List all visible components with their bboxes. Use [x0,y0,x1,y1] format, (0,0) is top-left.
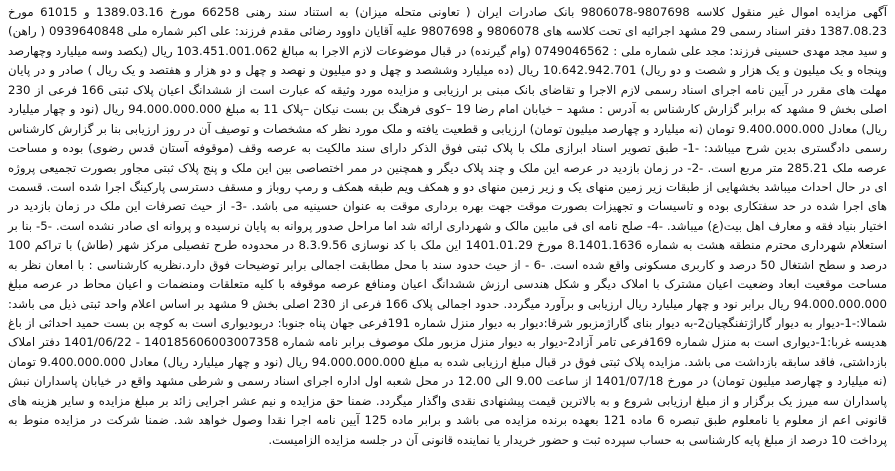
auction-notice-text: آگهی مزایده اموال غیر منقول کلاسه 9807698-9806078 بانک صادرات ایران ( تعاونی متحله میزان) به استناد سند رهنی 66258 مورخ 1389.03.16 و 61015 مورخ 1387.08.23 دفتر اسناد رسمی 29 مشهد اجرائیه ای تحت کلاسه های 9806078 و 9807698 علیه آقایان داوود رضائی مقدم فرزند: علی اکبر شماره ملی 0939640848 ( راهن) و سید مجد مهدی حسینی فرزند: مجد علی شماره ملی : 0749046562 (وام گیرنده) در قبال موضوعات لازم الاجرا به مبالغ 103.451.001.062 ریال (یکصد وسه میلیارد وچهارصد وپنجاه و یک میلیون و یک هزار و شصت و دو ریال) 10.642.942.701 ریال (ده میلیارد وششصد و چهل و دو میلیون و نهصد و چهل و دو هزار و هفتصد و یک ریال ) صادر و در پایان مهلت های مقرر در آیین نامه اجرای اسناد رسمی لازم الاجرا و تقاضای بانک مبنی بر ارزیابی و مزایده مورد وثیقه که عبارت است از ششدانگ اعیان پلاک ثبتی 166 فرعی از 230 اصلی بخش 9 مشهد که برابر گزارش کارشناس به آدرس : مشهد – خیابان امام رضا 19 –کوی فرهنگ بن بست نیکان –پلاک 11 به مبلغ 94.000.000.000 ریال (نود و چهار میلیارد ریال) معادل 9.400.000.000 تومان (نه میلیارد و چهارصد میلیون تومان) ارزیابی و قطعیت یافته و ملک مورد نظر که مشخصات و توصیف آن در روز ارزیابی بنا بر گزارش کارشناس رسمی دادگستری بدین شرح میباشد: -1- طبق تصویر اسناد ابرازی ملک با پلاک ثبتی فوق الذکر دارای سند مالکیت به عرصه وقف (موقوفه آستان قدس رضوی) بوده و مساحت عرصه ملک 285.21 متر مربع است. -2- در زمان بازدید در عرصه این ملک و چند پلاک دیگر و همچنین در ممر اختصاصی بین این ملک و پنج پلاک ثبتی مجاور بصورت تجمیعی پروژه ای در حال احداث میباشد بخشهایی از طبقات زیر زمین منهای یک و زیر زمین منهای دو و همکف ویم طبقه همکف و رمپ روباز و مسقف دسترسی پارکینگ اجرا شده است. قسمت های اجرا شده در حد سفتکاری بوده و تاسیسات و تجهیزات بصورت موقت جهت بهره برداری موقت به عنوان حسینیه می باشد. -3- از حیث تصرفات این ملک در زمان بازدید در اختیار بنیاد فقه و معارف اهل بیت(ع) میباشد. -4- صلح نامه ای فی مابین مالک و شهرداری ارائه شد اما مراحل صدور پروانه به پایان نرسیده و پروانه ای صادر نشده است. -5- بنا بر استعلام شهرداری محترم منطقه هشت به شماره 8.1401.1636 مورخ 1401.01.29 این ملک با کد نوسازی 8.3.9.56 در محدوده طرح تفصیلی مرکز شهر (طاش) با تراکم 100 درصد و سطح اشتغال 50 درصد و کاربری مسکونی واقع شده است. -6 - از حیث حدود سند با محل مطابقت اجمالی برابر توضیحات فوق دارد.نظریه کارشناسی : با امعان نظر به مساحت موقعیت ابعاد وضعیت اعیان مشترک با املاک دیگر و شکل هندسی ارزش ششدانگ اعیان ومنافع عرصه موقوفه با کلیه متعلقات ومنضمات و اعیان محاط در عرصه مبلغ 94.000.000.000 ریال برابر نود و چهار میلیارد ریال ارزیابی و برآورد میگردد. حدود اجمالی پلاک 166 فرعی از 230 اصلی بخش 9 مشهد بر اساس اعلام واحد ثبتی ذیل می باشد: شمالا:-1-دیوار به دیوار گاراژتفنگچیان2-به دیوار بنای گاراژمزبور شرقا:دیوار به دیوار منزل شماره 191فرعی جهان پناه جنوبا: دربودیواری است به کوچه بن بست حمید احداثی از باغ هدیسه غربا:1-دیواری است به منزل شماره 169فرعی تامر آزاد2-دیوار به دیوار منزل مزبور ملک موصوف برابر نامه شماره 140185606003007358 - 1401/06/22 دفتر املاک بازداشتی، فاقد سابقه بازداشت می باشد. مزایده پلاک ثبتی فوق در قبال مبلغ ارزیابی شده به مبلغ 94.000.000.000 ریال (نود و چهار میلیارد ریال) معادل 9.400.000.000 تومان (نه میلیارد و چهارصد میلیون تومان) در مورخ 1401/07/18 از ساعت 9.00 الی 12.00 در محل شعبه اول اداره اجرای اسناد رسمی و شرطی مشهد واقع در خیابان پاسداران نبش پاسداران سه میرز یک برگزار و از مبلغ ارزیابی شروع و به بالاترین قیمت پیشنهادی نقدی واگذار میگردد. ضمنا حق مزایده و نیم عشر اجرایی زائد بر مبلغ مزایده و سایر هزینه های قانونی اعم از معلوم یا نامعلوم طبق تبصره 6 ماده 121 بعهده برنده مزایده می باشد و برابر ماده 125 آیین نامه اجرا نقدا وصول خواهد شد. ضمنا شرکت در مزایده منوط به پرداخت 10 درصد از مبلغ پایه کارشناسی به حساب سپرده ثبت و حضور خریدار یا نماینده قانونی آن در جلسه مزایده الزامیست. [8,5,888,447]
